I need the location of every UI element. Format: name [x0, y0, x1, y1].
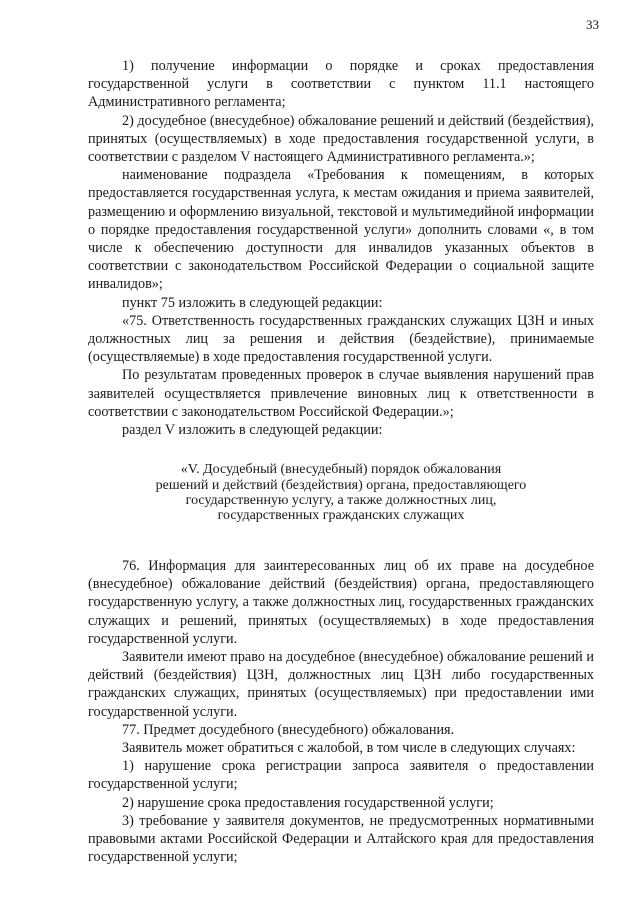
paragraph: 77. Предмет досудебного (внесудебного) обжалования. — [122, 721, 455, 738]
paragraph: 1) получение информации о порядке и сроках предоставления государственной услуги в соответствии с пунктом 11.1 настоящего Административного регламента; — [88, 58, 594, 111]
paragraph: наименование подраздела «Требования к помещениям, в которых предоставляется государственная услуга, к местам ожидания и приема заявителей, размещению и оформлению визуальной, текстовой и мультимедийной информации о порядке предоставления государственной услуги» дополнить словами «, в том числе к обеспечению доступности для инвалидов указанных объектов в соответствии с законодательством Российской Федерации о социальной защите инвалидов»; — [88, 167, 594, 293]
paragraph: 2) нарушение срока предоставления государственной услуги; — [122, 794, 494, 811]
paragraph: 1) нарушение срока регистрации запроса заявителя о предоставлении государственной услуги; — [88, 758, 594, 793]
section-heading-line: государственную услугу, а также должностных лиц, — [185, 493, 497, 509]
paragraph: 2) досудебное (внесудебное) обжалование решений и действий (бездействия), принятых (осуществляемых) в ходе предоставления государственной услуги, в соответствии с разделом V настоящего Административного регламента.»; — [88, 112, 594, 166]
section-heading-line: «V. Досудебный (внесудебный) порядок обжалования — [180, 462, 502, 478]
document-body — [88, 57, 594, 866]
paragraph: По результатам проведенных проверок в случае выявления нарушений прав заявителей осуществляется привлечение виновных лиц к ответственности в соответствии с законодательством Российской Федерации.»; — [88, 367, 594, 420]
paragraph: раздел V изложить в следующей редакции: — [122, 422, 383, 439]
page-number: 33 — [586, 17, 599, 32]
paragraph: Заявитель может обратиться с жалобой, в том числе в следующих случаях: — [122, 739, 576, 756]
paragraph: 3) требование у заявителя документов, не предусмотренных нормативными правовыми актами Российской Федерации и Алтайского края для предоставления государственной услуги; — [88, 812, 594, 866]
paragraph: «75. Ответственность государственных гражданских служащих ЦЗН и иных должностных лиц за решения и действия (бездействие), принимаемые (осуществляемые) в ходе предоставления государственной услуги. — [88, 312, 594, 366]
paragraph: пункт 75 изложить в следующей редакции: — [122, 294, 383, 311]
section-heading-line: государственных гражданских служащих — [217, 508, 465, 524]
paragraph: Заявители имеют право на досудебное (внесудебное) обжалование решений и действий (бездействия) ЦЗН, должностных лиц ЦЗН либо государственных гражданских служащих, принятых (осуществляемых) при предоставлении ими государственной услуги. — [88, 648, 594, 720]
paragraph: 76. Информация для заинтересованных лиц об их праве на досудебное (внесудебное) обжалование действий (бездействия) органа, предоставляющего государственную услугу, а также должностных лиц, государственных гражданских служащих и решений, принятых (осуществляемых) в ходе предоставления государственной услуги. — [88, 557, 594, 647]
section-heading-line: решений и действий (бездействия) органа, предоставляющего — [155, 477, 527, 493]
section-heading — [88, 462, 594, 524]
